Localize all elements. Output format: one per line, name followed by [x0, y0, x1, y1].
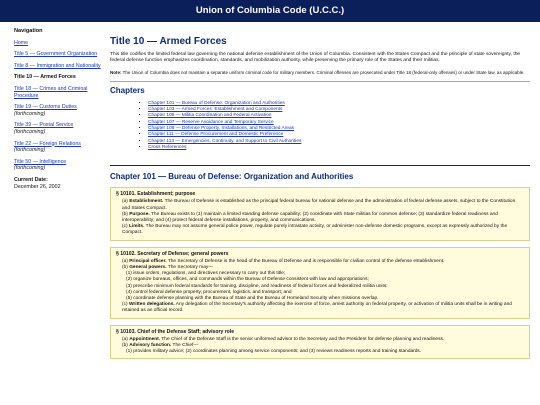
subsection-number: (c) — [122, 224, 129, 230]
subsection-number: (b) — [122, 265, 130, 271]
section-10103 — [110, 325, 530, 360]
section-10101 — [110, 187, 530, 240]
subsection-c — [116, 302, 524, 314]
list-item: (4) control federal defense property, procurement, logistics, and transport; and — [126, 289, 292, 295]
title-intro: This title codifies the limited federal law governing the national defense establishment of the Union of Columbia. Consistent with the States Compact and the principle of state sovereignty, the federal defense function emphasizes coordination, standards, and mobilization authority, while preserving the primary role of the States and their militias. — [110, 52, 521, 64]
subsection-number: (a) — [122, 258, 130, 264]
list-item: (1) issue orders, regulations, and directives necessary to carry out this title; — [126, 271, 286, 277]
title-22-link[interactable]: Title 22 — Foreign Relations — [14, 140, 81, 147]
section-heading: § 10103. Chief of the Defense Staff; advisory role — [116, 328, 235, 335]
list-item: (2) organize bureaus, offices, and commands within the Bureau of Defense consistent with law and appropriations; — [126, 277, 369, 283]
section-heading: § 10101. Establishment; purpose — [116, 191, 196, 198]
sidebar-item-title-5[interactable] — [14, 51, 102, 58]
sidebar-item-title-18[interactable] — [14, 86, 102, 99]
title-39-link[interactable]: Title 39 — Postal Service — [14, 122, 74, 129]
sidebar-item-title-39[interactable] — [14, 122, 102, 135]
chapter-heading: Chapter 101 — Bureau of Defense: Organization and Authorities — [110, 172, 354, 182]
subsection-c — [116, 224, 524, 236]
subsection-text: The Secretary may— — [166, 265, 214, 271]
toc-link-chapter-103[interactable]: Chapter 103 — Armed Forces: Establishment and Components — [148, 107, 283, 113]
site-header — [0, 0, 540, 22]
subsection-text: The Bureau exists to (1) maintain a limited standing defense capability; (2) coordinate with State militias for common defense; (3) standardize federal readiness and interoperability; and (4) protect federal defense installations, property, and communications. — [122, 211, 498, 223]
subsection-number: (a) — [122, 199, 130, 205]
title-18-link[interactable]: Title 18 — Crimes and Criminal Procedure — [14, 85, 88, 99]
subsection-label: Advisory function. — [129, 343, 172, 349]
chapters-heading: Chapters — [110, 85, 145, 95]
title-8-link[interactable]: Title 8 — Immigration and Nationality — [14, 62, 101, 69]
note-label: Note: — [110, 69, 122, 75]
subsection-text: Any delegation of the Secretary's authority affecting the exercise of force, arrest authority on federal property, or activation of militia units shall be in writing and retained as an official record. — [122, 302, 512, 314]
sidebar-item-title-50[interactable] — [14, 159, 102, 172]
main-content — [106, 22, 540, 365]
subsection-label: Purpose. — [129, 211, 150, 217]
nav-heading: Navigation — [14, 28, 43, 34]
sidebar-item-home[interactable] — [14, 40, 102, 47]
toc-link-chapter-101[interactable]: Chapter 101 — Bureau of Defense: Organization and Authorities — [148, 100, 285, 106]
subsection-number: (b) — [122, 343, 130, 349]
subsection-number: (b) — [122, 211, 130, 217]
chapters-list — [110, 101, 530, 151]
toc-link-cross-references[interactable]: Cross References — [148, 144, 187, 150]
page-title: Title 10 — Armed Forces — [110, 36, 227, 47]
title-note — [110, 70, 530, 76]
subsection-text: The Secretary of Defense is the head of the Bureau of Defense and is responsible for civilian control of the defense establishment. — [166, 258, 445, 264]
list-item: (1) provides military advice; (2) coordinates planning among service components; and (3) reviews readiness reports and training standards. — [126, 349, 422, 355]
toc-link-chapter-107[interactable]: Chapter 107 — Reserve Avoidance and Temporary Service — [148, 119, 274, 125]
site-title: Union of Columbia Code (U.C.C.) — [195, 5, 345, 16]
subsection-label: Appointment. — [129, 336, 161, 342]
subsection-text: The Chief— — [171, 343, 199, 349]
subsection-label: General powers. — [129, 265, 167, 271]
list-item: (5) coordinate defense planning with the Bureau of State and the Bureau of Homeland Security when missions overlap. — [126, 296, 379, 302]
toc-link-chapter-105[interactable]: Chapter 105 — Militia Coordination and Federal Activation — [148, 113, 272, 119]
subsection-label: Principal officer. — [129, 258, 167, 264]
divider — [110, 81, 530, 82]
chapter-divider — [110, 165, 530, 166]
current-title-label: Title 10 — Armed Forces — [14, 74, 76, 81]
subsection-label: Limits. — [128, 224, 145, 230]
subsection-label: Establishment. — [129, 199, 164, 205]
section-heading: § 10102. Secretary of Defense; general powers — [116, 250, 229, 257]
title-5-link[interactable]: Title 5 — Government Organization — [14, 51, 98, 58]
subsection-label: Written delegations. — [128, 302, 175, 308]
subsection-b — [116, 212, 524, 224]
list-item: (3) prescribe minimum federal standards for training, discipline, and readiness of federal forces and federalized militia units; — [126, 283, 388, 289]
forthcoming-label: (forthcoming) — [14, 165, 46, 172]
toc-link-chapter-109[interactable]: Chapter 109 — Defense Property, Installations, and Restricted Areas — [148, 126, 295, 131]
subsection-a — [116, 199, 524, 211]
forthcoming-label: (forthcoming) — [14, 128, 46, 135]
subsection-number: (a) — [122, 336, 130, 342]
sidebar-item-title-22[interactable] — [14, 141, 102, 154]
toc-item[interactable] — [148, 145, 530, 151]
note-text: The Union of Columbia does not maintain a separate uniform criminal code for military members. Criminal offenses are prosecuted under Title 18 (federal-only offenses) or under State law, as applicable. — [121, 69, 525, 75]
title-50-link[interactable]: Title 50 — Intelligence — [14, 158, 67, 165]
subsection-number: (c) — [122, 302, 129, 308]
forthcoming-label: (forthcoming) — [14, 110, 46, 117]
forthcoming-label: (forthcoming) — [14, 147, 46, 154]
current-date-heading: Current Date: — [14, 176, 48, 183]
subsection-text: The Bureau of Defense is established as the principal federal bureau for national defense and the administration of federal defense assets, subject to the Constitution and States Compact. — [122, 199, 516, 211]
paragraph-list — [116, 271, 524, 302]
home-link[interactable]: Home — [14, 39, 29, 46]
subsection-text: The Chief of the Defense Staff is the senior uniformed advisor to the Secretary and the President for defense planning and readiness. — [160, 336, 445, 342]
sidebar-item-title-19[interactable] — [14, 104, 102, 117]
subsection-text: The Bureau may not assume general police power, regulate purely intrastate activity, or administer non-defense domestic programs, except as expressly authorized by the Compact. — [122, 224, 508, 236]
sidebar-item-title-10-current — [14, 74, 102, 81]
paragraph-list — [116, 349, 524, 355]
current-date-value: December 26, 2002 — [14, 183, 61, 190]
toc-link-chapter-111[interactable]: Chapter 111 — Defense Procurement and Domestic Preference — [148, 132, 284, 138]
section-10102 — [110, 247, 530, 319]
toc-link-chapter-113[interactable]: Chapter 113 — Emergencies, Continuity, and Support to Civil Authorities — [148, 138, 302, 144]
sidebar-nav — [0, 22, 106, 365]
sidebar-item-title-8[interactable] — [14, 63, 102, 70]
title-19-link[interactable]: Title 19 — Customs Duties — [14, 104, 77, 111]
